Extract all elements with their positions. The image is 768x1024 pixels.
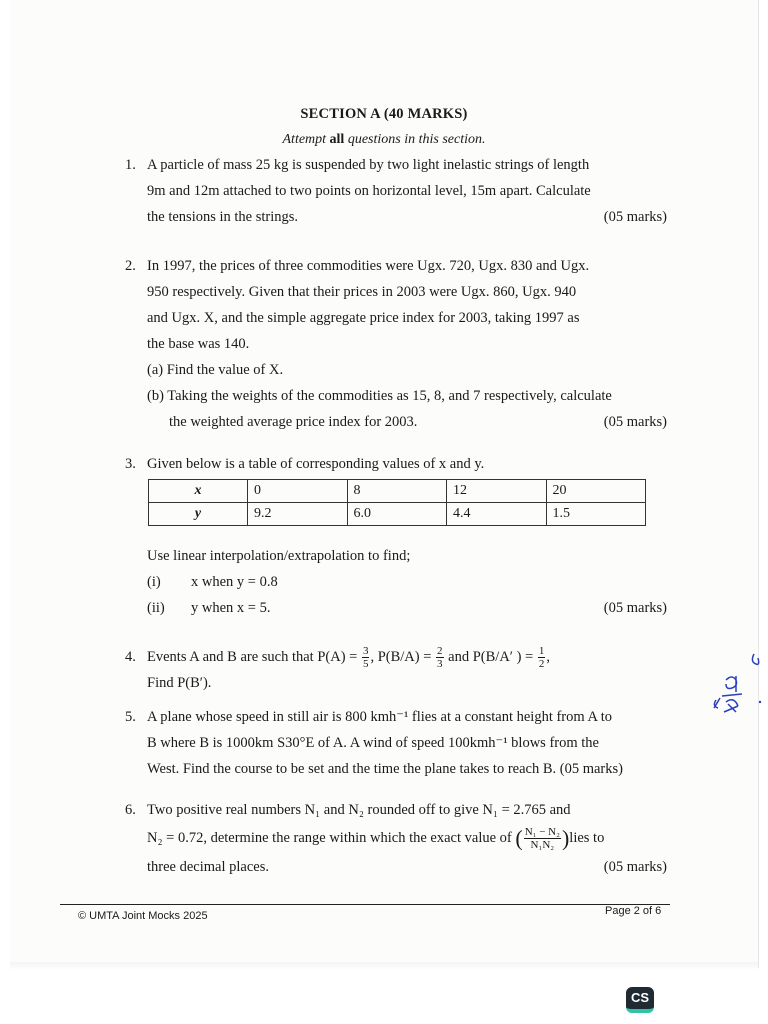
question-number: 4. bbox=[125, 649, 136, 665]
marks-label: (05 marks) bbox=[603, 600, 667, 616]
table-cell: 20 bbox=[546, 480, 646, 503]
table-cell: 8 bbox=[347, 480, 447, 503]
question-line: 950 respectively. Given that their prices in 2003 were Ugx. 860, Ugx. 940 bbox=[147, 284, 577, 300]
marks-label: (05 marks) bbox=[603, 858, 667, 875]
question-line: the tensions in the strings. bbox=[147, 209, 299, 225]
numerator: 3 bbox=[362, 645, 369, 658]
question-line: West. Find the course to be set and the time the plane takes to reach B. (05 marks) bbox=[147, 761, 623, 777]
table-cell: 1.5 bbox=[546, 503, 646, 526]
question-line: and Ugx. X, and the simple aggregate price index for 2003, taking 1997 as bbox=[147, 310, 580, 326]
question-line: the weighted average price index for 2003. bbox=[169, 414, 418, 430]
question-part-a: (a) Find the value of X. bbox=[147, 362, 284, 378]
question-instruction: Use linear interpolation/extrapolation to find; bbox=[147, 548, 411, 564]
numerator: 1 bbox=[538, 645, 545, 658]
fraction bbox=[436, 645, 444, 670]
text-segment: lies to bbox=[569, 830, 605, 846]
instruction-text-post: questions in this section. bbox=[347, 132, 486, 147]
text-segment: , P(B/A) = bbox=[370, 649, 432, 665]
question-number: 1. bbox=[125, 157, 136, 173]
fraction bbox=[538, 645, 546, 670]
question-line bbox=[147, 644, 667, 670]
question-part-b: (b) Taking the weights of the commodities as 15, 8, and 7 respectively, calculate bbox=[147, 388, 612, 404]
table-cell: 12 bbox=[447, 480, 547, 503]
values-table bbox=[148, 479, 646, 526]
roman-numeral: (i) bbox=[147, 574, 161, 590]
denominator: 3 bbox=[437, 658, 443, 671]
question-line: Two positive real numbers N₁ and N₂ rounded off to give N₁ = 2.765 and bbox=[147, 802, 571, 818]
numerator: 2 bbox=[437, 645, 443, 658]
question-intro: Given below is a table of corresponding values of x and y. bbox=[147, 456, 485, 472]
question-line: A particle of mass 25 kg is suspended by two light inelastic strings of length bbox=[147, 157, 590, 173]
question-line: 9m and 12m attached to two points on horizontal level, 15m apart. Calculate bbox=[147, 183, 591, 199]
denominator: 5 bbox=[362, 658, 369, 671]
table-cell: 0 bbox=[248, 480, 348, 503]
question-line: three decimal places. bbox=[147, 858, 269, 875]
table-cell: 9.2 bbox=[248, 503, 348, 526]
table-cell: 6.0 bbox=[347, 503, 447, 526]
question-line: the base was 140. bbox=[147, 336, 250, 352]
page-edge bbox=[10, 962, 758, 970]
denominator: 2 bbox=[538, 658, 545, 671]
fraction bbox=[362, 645, 370, 670]
question-line: Find P(B′). bbox=[147, 675, 212, 692]
footer-copyright: © UMTA Joint Mocks 2025 bbox=[78, 910, 208, 922]
table-row bbox=[149, 480, 646, 503]
question-part-ii bbox=[147, 595, 270, 621]
instruction-text-bold: all bbox=[329, 132, 345, 147]
question-line: B where B is 1000km S30°E of A. A wind of speed 100kmh⁻¹ blows from the bbox=[147, 735, 599, 751]
text-segment: Events A and B are such that P(A) = bbox=[147, 649, 358, 665]
section-title: SECTION A (40 MARKS) bbox=[300, 106, 468, 122]
marks-label: (05 marks) bbox=[603, 209, 667, 225]
handwritten-annotation bbox=[708, 650, 766, 722]
table-row-label: x bbox=[149, 480, 248, 503]
text-segment: N₂ = 0.72, determine the range within which the exact value of bbox=[147, 830, 512, 846]
fraction bbox=[524, 826, 561, 851]
table-row bbox=[149, 503, 646, 526]
part-text: y when x = 5. bbox=[191, 600, 271, 616]
numerator: N₁ − N₂ bbox=[524, 826, 560, 839]
question-line: A plane whose speed in still air is 800 kmh⁻¹ flies at a constant height from A to bbox=[147, 709, 613, 725]
roman-numeral: (ii) bbox=[147, 600, 165, 616]
instruction-text-pre: Attempt bbox=[282, 132, 327, 147]
text-segment: , bbox=[546, 649, 550, 665]
paren-close: ) bbox=[561, 825, 570, 851]
camscanner-logo: CS bbox=[626, 987, 654, 1013]
question-number: 5. bbox=[125, 709, 136, 725]
section-instruction bbox=[0, 132, 768, 148]
page-number: Page 2 of 6 bbox=[605, 905, 662, 917]
question-number: 6. bbox=[125, 802, 136, 818]
text-segment: and P(B/A′ ) = bbox=[448, 649, 534, 665]
paren-open: ( bbox=[515, 825, 523, 851]
question-part-i bbox=[147, 569, 667, 595]
table-row-label: y bbox=[149, 503, 248, 526]
question-line: In 1997, the prices of three commodities were Ugx. 720, Ugx. 830 and Ugx. bbox=[147, 258, 590, 274]
question-number: 2. bbox=[125, 258, 136, 274]
marks-label: (05 marks) bbox=[603, 414, 667, 430]
question-line bbox=[147, 825, 667, 852]
question-number: 3. bbox=[125, 456, 136, 472]
denominator: N₁N₂ bbox=[530, 839, 555, 852]
footer-divider bbox=[60, 904, 670, 905]
table-cell: 4.4 bbox=[447, 503, 547, 526]
part-text: x when y = 0.8 bbox=[191, 574, 278, 590]
